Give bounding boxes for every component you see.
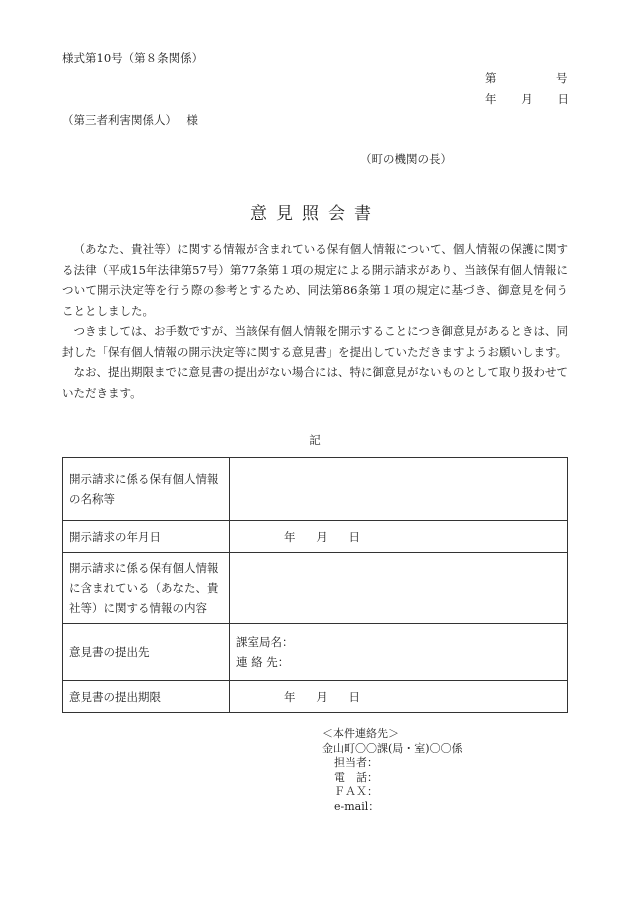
table-row bbox=[63, 681, 568, 713]
contact-office: 金山町〇〇課(局・室)〇〇係 bbox=[322, 741, 463, 755]
row-label-info-content: 開示請求に係る保有個人情報に含まれている（あなた、貴社等）に関する情報の内容 bbox=[63, 553, 230, 624]
contact-person: 担当者： bbox=[334, 756, 378, 769]
date-year: 年 bbox=[485, 92, 497, 106]
body-paragraph-2: つきましては、お手数ですが、当該保有個人情報を開示することにつき御意見があるときは、同封した「保有個人情報の開示決定等に関する意見書」を提出していただきますようお願いします。 bbox=[62, 324, 568, 359]
body-text bbox=[62, 239, 568, 403]
year-label: 年 bbox=[284, 689, 296, 704]
row-value-info-name bbox=[230, 458, 568, 521]
row-value-deadline bbox=[230, 681, 568, 713]
dept-label: 課室局名： bbox=[236, 635, 294, 649]
contact-block bbox=[322, 727, 463, 814]
info-table bbox=[62, 457, 568, 713]
table-row bbox=[63, 553, 568, 624]
month-label: 月 bbox=[316, 529, 328, 544]
row-label-request-date: 開示請求の年月日 bbox=[63, 521, 230, 553]
table-row bbox=[63, 624, 568, 681]
table-row bbox=[63, 521, 568, 553]
row-label-deadline: 意見書の提出期限 bbox=[63, 681, 230, 713]
row-value-submit-to bbox=[230, 624, 568, 681]
contact-label: 連 絡 先： bbox=[236, 655, 290, 669]
form-number: 様式第10号（第８条関係） bbox=[62, 51, 204, 65]
date-day: 日 bbox=[557, 92, 569, 106]
year-label: 年 bbox=[284, 529, 296, 544]
contact-phone: 電 話： bbox=[334, 770, 378, 784]
addressee: （第三者利害関係人） 様 bbox=[62, 113, 198, 127]
date-month: 月 bbox=[521, 92, 533, 106]
table-row bbox=[63, 458, 568, 521]
document-title: 意見照会書 bbox=[250, 204, 380, 224]
contact-email: e-mail： bbox=[334, 799, 380, 813]
ki-heading: 記 bbox=[309, 433, 321, 447]
day-label: 日 bbox=[348, 689, 360, 704]
row-value-request-date bbox=[230, 521, 568, 553]
row-label-submit-to: 意見書の提出先 bbox=[63, 624, 230, 681]
body-paragraph-1: （あなた、貴社等）に関する情報が含まれている保有個人情報について、個人情報の保護に関する法律（平成15年法律第57号）第77条第１項の規定による開示請求があり、当該保有個人情報について開示決定等を行う際の参考とするため、同法第86条第１項の規定に基づき、御意見を伺うこととしました。 bbox=[62, 242, 568, 318]
row-value-info-content bbox=[230, 553, 568, 624]
ref-dai: 第 bbox=[485, 71, 497, 85]
body-paragraph-3: なお、提出期限までに意見書の提出がない場合には、特に御意見がないものとして取り扱わせていただきます。 bbox=[62, 365, 568, 400]
contact-fax: ＦＡＸ： bbox=[334, 785, 378, 798]
sender: （町の機関の長） bbox=[360, 152, 452, 166]
contact-heading: ＜本件連絡先＞ bbox=[322, 727, 399, 740]
issue-date bbox=[485, 91, 569, 107]
row-label-info-name: 開示請求に係る保有個人情報の名称等 bbox=[63, 458, 230, 521]
month-label: 月 bbox=[316, 689, 328, 704]
ref-go: 号 bbox=[556, 71, 568, 85]
day-label: 日 bbox=[348, 529, 360, 544]
